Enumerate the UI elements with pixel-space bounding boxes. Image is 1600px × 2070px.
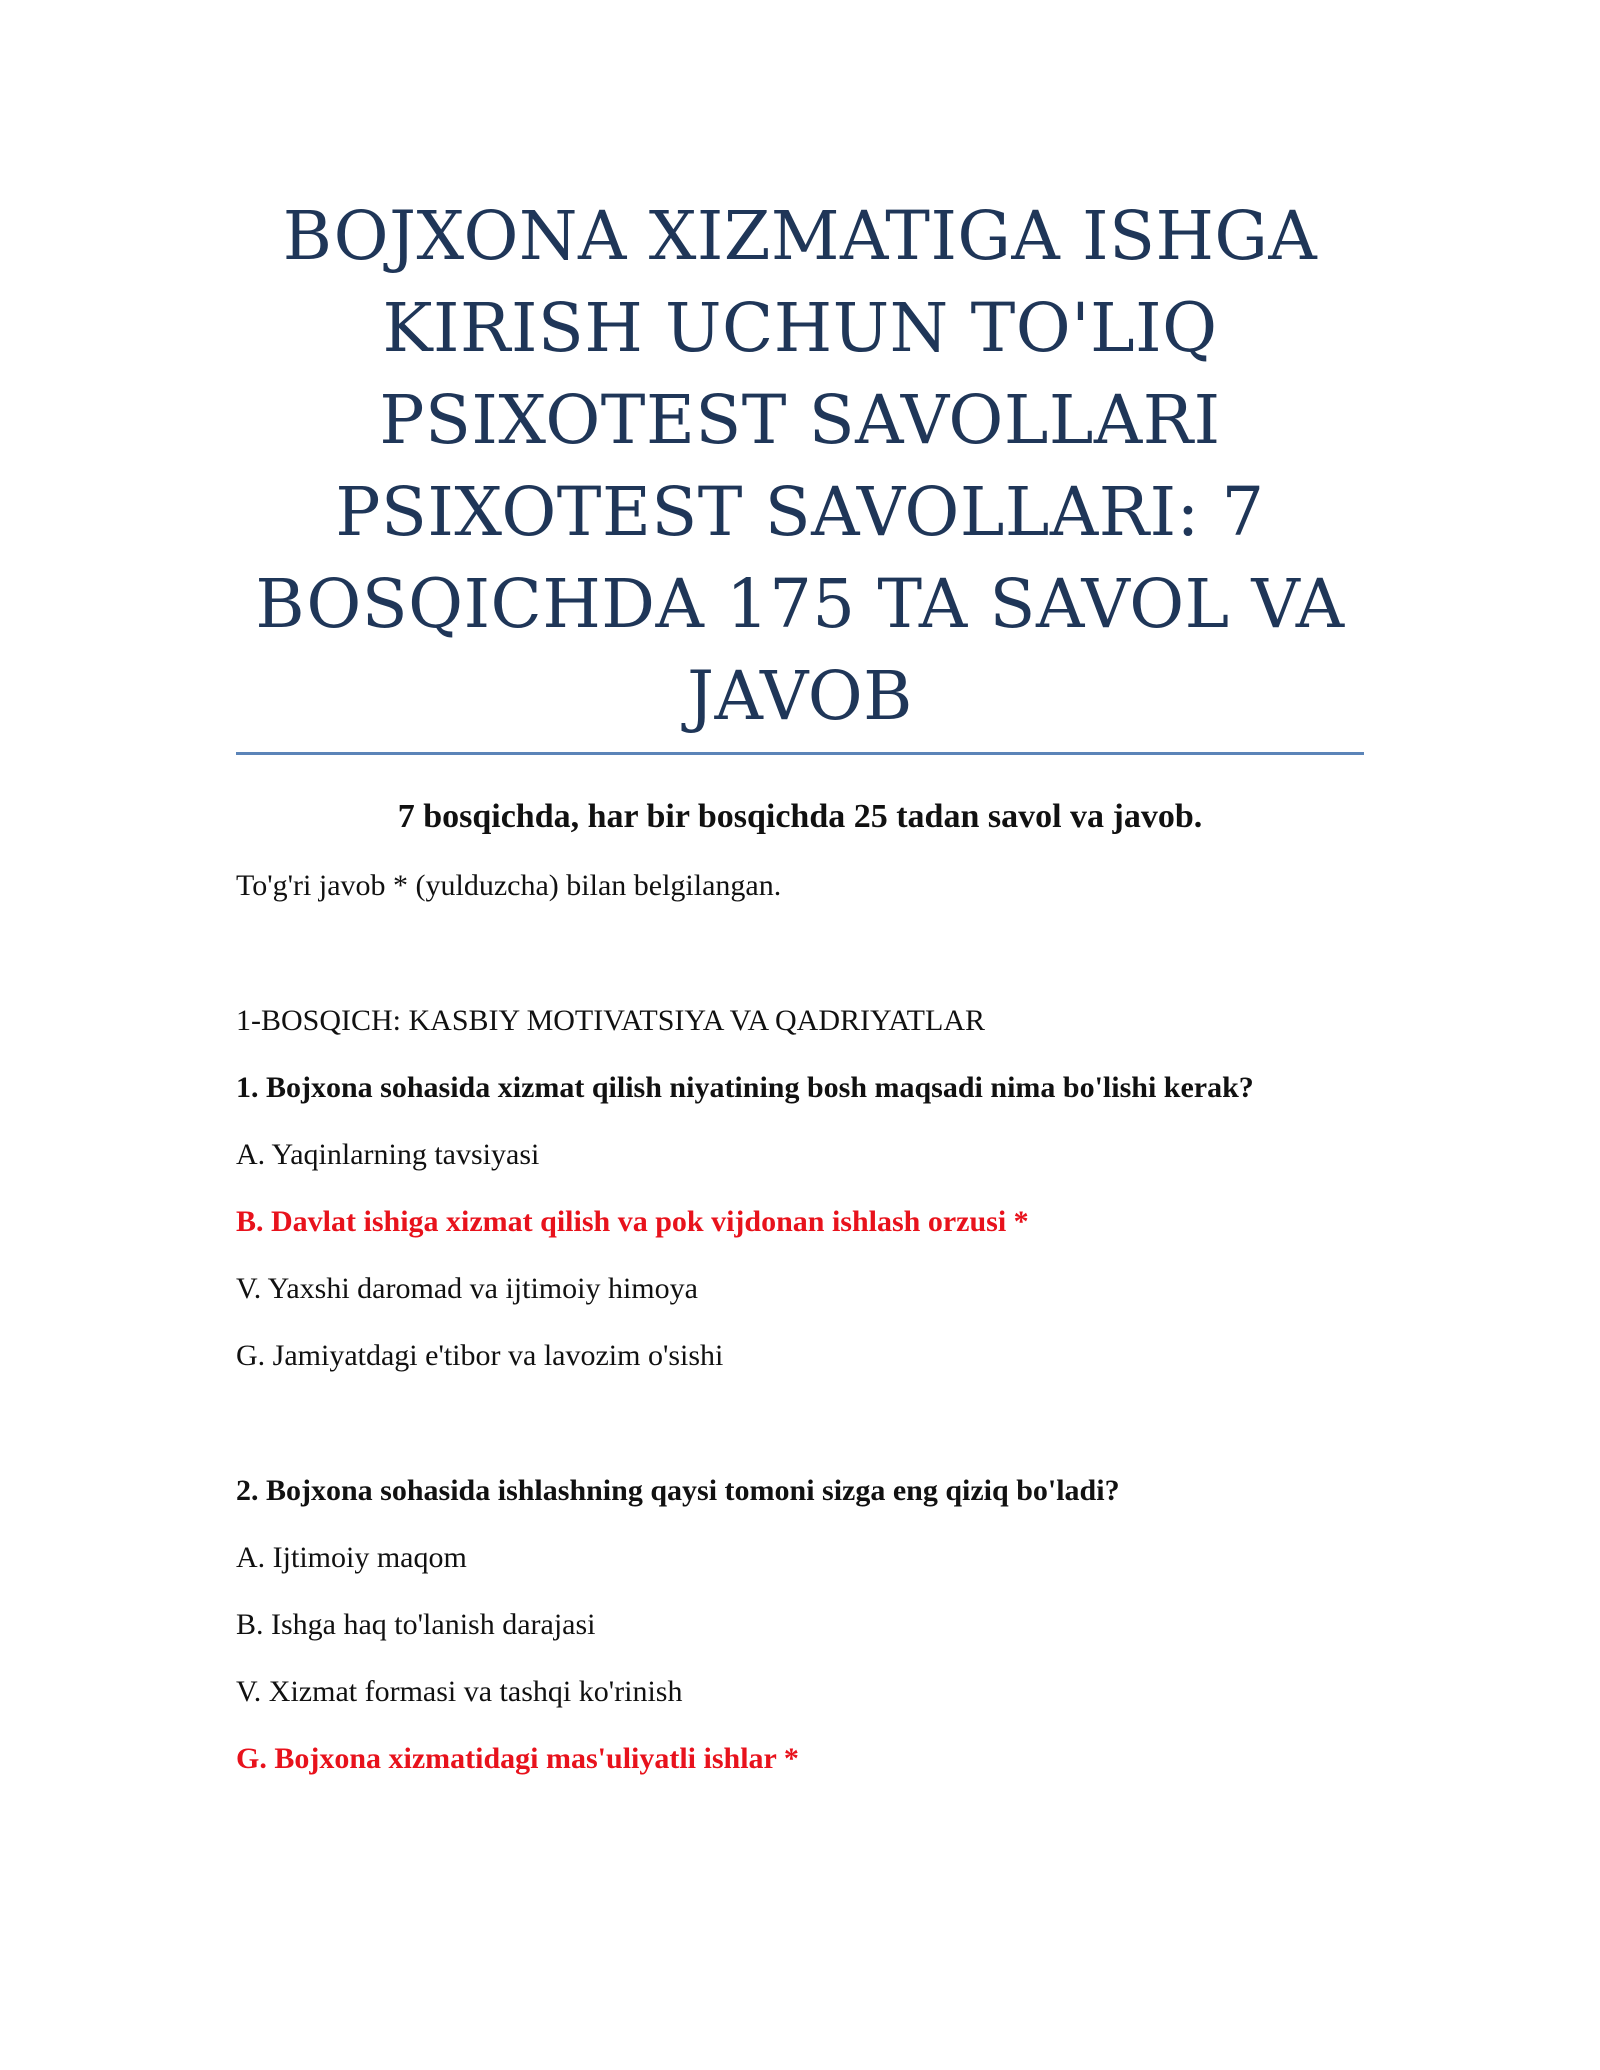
title-line: BOJXONA XIZMATIGA ISHGA xyxy=(282,197,1318,275)
answer-option-b: B. Ishga haq to'lanish darajasi xyxy=(236,1608,596,1641)
answer-option-g: G. Jamiyatdagi e'tibor va lavozim o'sishi xyxy=(236,1339,724,1372)
answer-option-a: A. Ijtimoiy maqom xyxy=(236,1541,467,1574)
document-subtitle: 7 bosqichda, har bir bosqichda 25 tadan savol va javob. xyxy=(397,798,1203,835)
stage-heading: 1-BOSQICH: KASBIY MOTIVATSIYA VA QADRIYATLAR xyxy=(236,1004,985,1037)
document-title xyxy=(236,190,1364,742)
answer-option-v: V. Xizmat formasi va tashqi ko'rinish xyxy=(236,1675,683,1708)
document-page xyxy=(236,190,1364,1777)
title-line: KIRISH UCHUN TO'LIQ xyxy=(382,289,1218,367)
title-line: PSIXOTEST SAVOLLARI: 7 xyxy=(335,473,1265,551)
answer-option-a: A. Yaqinlarning tavsiyasi xyxy=(236,1138,540,1171)
question-block-2 xyxy=(236,1473,1364,1777)
title-line: BOSQICHDA 175 TA SAVOL VA xyxy=(255,565,1345,643)
title-divider xyxy=(236,752,1364,755)
answer-key-note: To'g'ri javob * (yulduzcha) bilan belgilangan. xyxy=(236,869,782,902)
answer-option-g-correct: G. Bojxona xizmatidagi mas'uliyatli ishlar * xyxy=(236,1742,799,1775)
title-line: JAVOB xyxy=(687,657,913,735)
question-text: 2. Bojxona sohasida ishlashning qaysi tomoni sizga eng qiziq bo'ladi? xyxy=(236,1474,1120,1507)
title-line: PSIXOTEST SAVOLLARI xyxy=(379,381,1221,459)
answer-option-v: V. Yaxshi daromad va ijtimoiy himoya xyxy=(236,1272,698,1305)
answer-option-b-correct: B. Davlat ishiga xizmat qilish va pok vijdonan ishlash orzusi * xyxy=(236,1205,1029,1238)
question-block-1 xyxy=(236,1070,1364,1374)
question-text: 1. Bojxona sohasida xizmat qilish niyatining bosh maqsadi nima bo'lishi kerak? xyxy=(236,1071,1254,1104)
